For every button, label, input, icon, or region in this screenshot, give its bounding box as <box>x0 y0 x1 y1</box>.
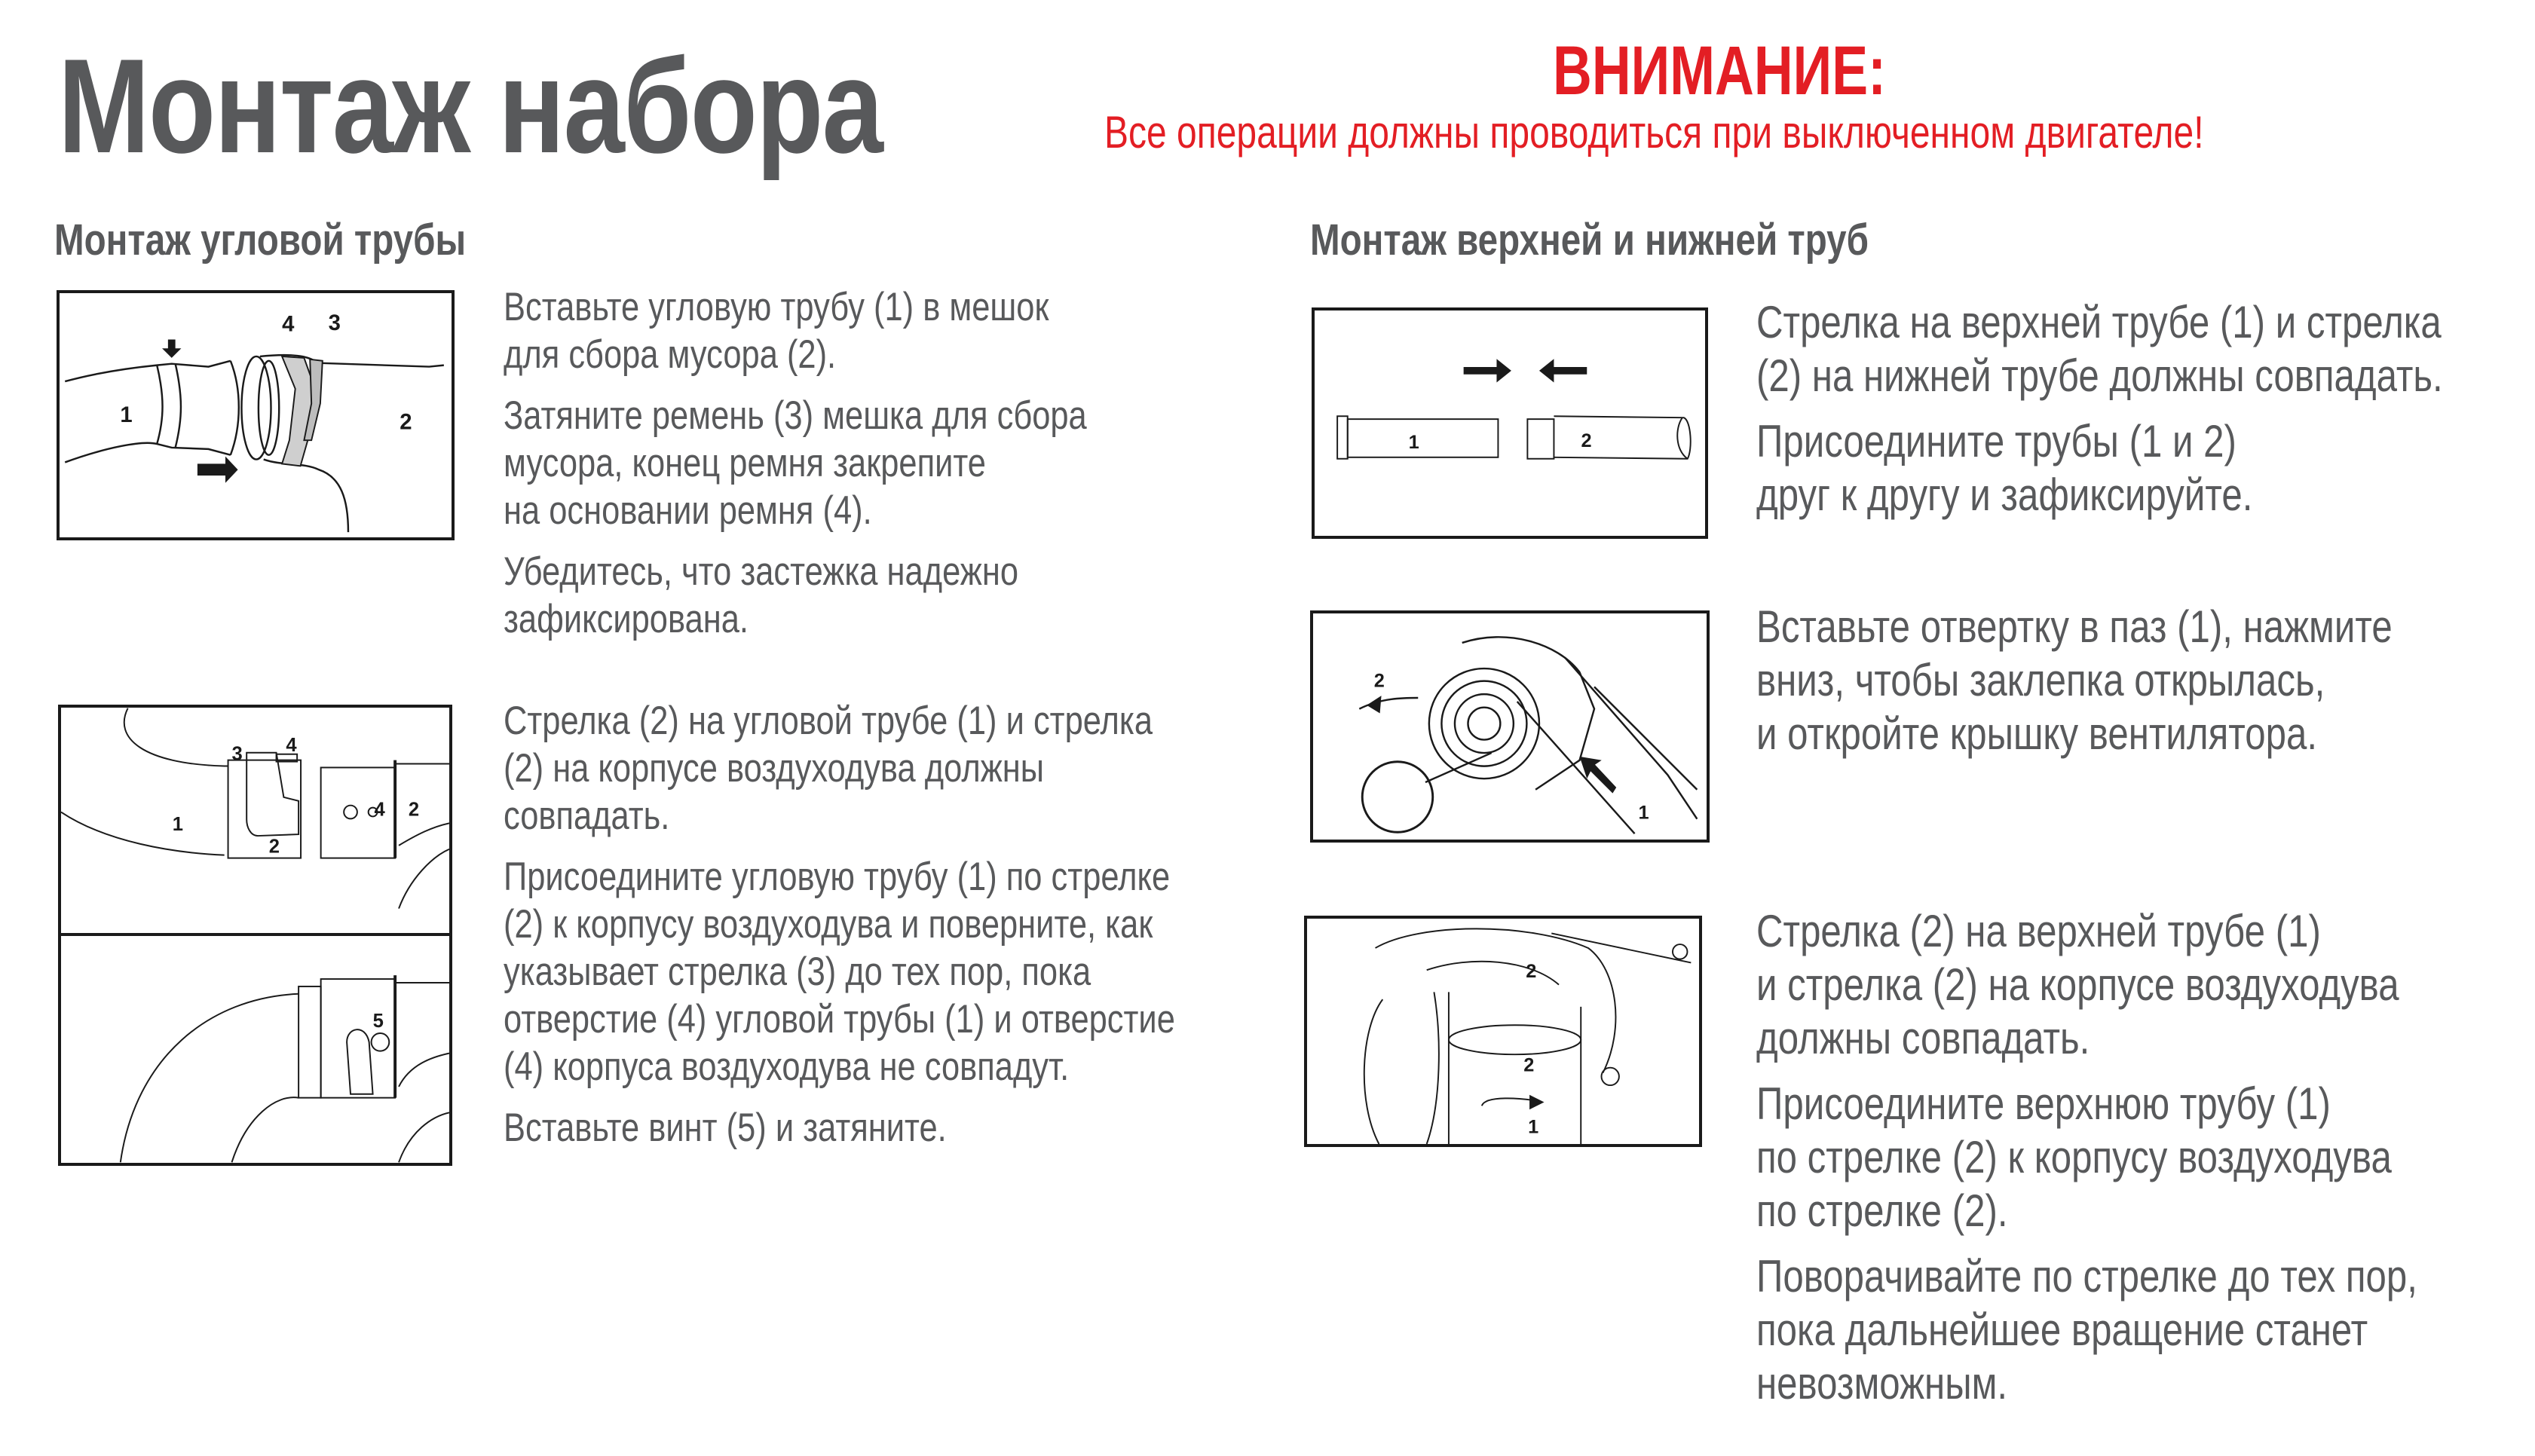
label-2-top: 2 <box>1526 960 1537 982</box>
label-2-bottom: 2 <box>1523 1054 1535 1076</box>
paragraph: Стрелка (2) на верхней трубе (1) и стрелка (2) на корпусе воздуходува должны совпадать. <box>1756 906 2399 1063</box>
paragraph: Присоедините верхнюю трубу (1) по стрелке (2) к корпусу воздуходува по стрелке (2). <box>1756 1078 2392 1236</box>
paragraph: Вставьте винт (5) и затяните. <box>504 1106 947 1150</box>
fan-cover-open-illustration <box>1313 613 1707 840</box>
page-title: Монтаж набора <box>58 31 883 181</box>
paragraph: Присоедините угловую трубу (1) по стрелке (2) к корпусу воздуходува и поверните, как указывает стрелка (3) до тех пор, пока отверстие (4) угловой трубы (1) и отверстие (4) корпуса воздуходува не совпадут. <box>504 855 1175 1089</box>
upper-pipe-to-blower-illustration <box>1307 919 1699 1144</box>
label-5: 5 <box>372 1011 384 1032</box>
instructions-angle-pipe <box>504 697 1175 1152</box>
label-4: 4 <box>286 734 297 756</box>
bag-connection-diagram <box>57 290 455 540</box>
paragraph: Присоедините трубы (1 и 2) друг к другу и зафиксируйте. <box>1756 416 2253 520</box>
section-title-angle-pipe: Монтаж угловой трубы <box>54 216 467 265</box>
angle-pipe-to-blower-diagram <box>58 705 452 1166</box>
instructions-bag-connection <box>504 283 1087 643</box>
paragraph: Вставьте отвертку в паз (1), нажмите вниз, чтобы заклепка открылась, и откройте крышку вентилятора. <box>1756 601 2393 759</box>
paragraph: Убедитесь, что застежка надежно зафиксирована. <box>504 549 1018 641</box>
label-4b: 4 <box>374 799 385 821</box>
fan-cover-open-diagram <box>1310 610 1710 843</box>
label-4: 4 <box>282 312 295 337</box>
warning-text: Все операции должны проводиться при выключенном двигателе! <box>1104 107 2204 158</box>
warning-title: ВНИМАНИЕ: <box>1553 32 1886 109</box>
instructions-upper-pipe-to-blower <box>1756 904 2417 1410</box>
label-1: 1 <box>120 402 133 427</box>
label-1: 1 <box>1408 432 1419 454</box>
label-2: 2 <box>1373 670 1385 692</box>
label-1: 1 <box>172 814 183 836</box>
upper-lower-pipe-illustration <box>1315 310 1705 536</box>
label-2b: 2 <box>408 799 420 821</box>
section-title-upper-lower-pipes: Монтаж верхней и нижней труб <box>1310 216 1869 265</box>
label-1: 1 <box>1638 802 1649 824</box>
paragraph: Вставьте угловую трубу (1) в мешок для сбора мусора (2). <box>504 285 1049 377</box>
paragraph: Поворачивайте по стрелке до тех пор, пока дальнейшее вращение станет невозможным. <box>1756 1251 2417 1409</box>
label-2: 2 <box>400 410 412 435</box>
upper-lower-pipe-diagram <box>1312 307 1708 539</box>
label-2: 2 <box>1581 430 1592 452</box>
paragraph: Стрелка на верхней трубе (1) и стрелка (2) на нижней трубе должны совпадать. <box>1756 297 2443 401</box>
bag-connection-illustration <box>60 293 452 537</box>
label-2: 2 <box>268 836 280 858</box>
upper-pipe-to-blower-diagram <box>1304 916 1702 1147</box>
angle-pipe-to-blower-illustration <box>61 708 449 1163</box>
paragraph: Затяните ремень (3) мешка для сбора мусора, конец ремня закрепите на основании ремня (4). <box>504 393 1087 533</box>
paragraph: Стрелка (2) на угловой трубе (1) и стрелка (2) на корпусе воздуходува должны совпадать. <box>504 699 1153 838</box>
label-3: 3 <box>328 310 341 335</box>
instructions-upper-lower-pipes <box>1756 295 2443 522</box>
instructions-fan-cover <box>1756 600 2393 760</box>
label-1: 1 <box>1528 1116 1539 1138</box>
label-3: 3 <box>231 743 243 765</box>
